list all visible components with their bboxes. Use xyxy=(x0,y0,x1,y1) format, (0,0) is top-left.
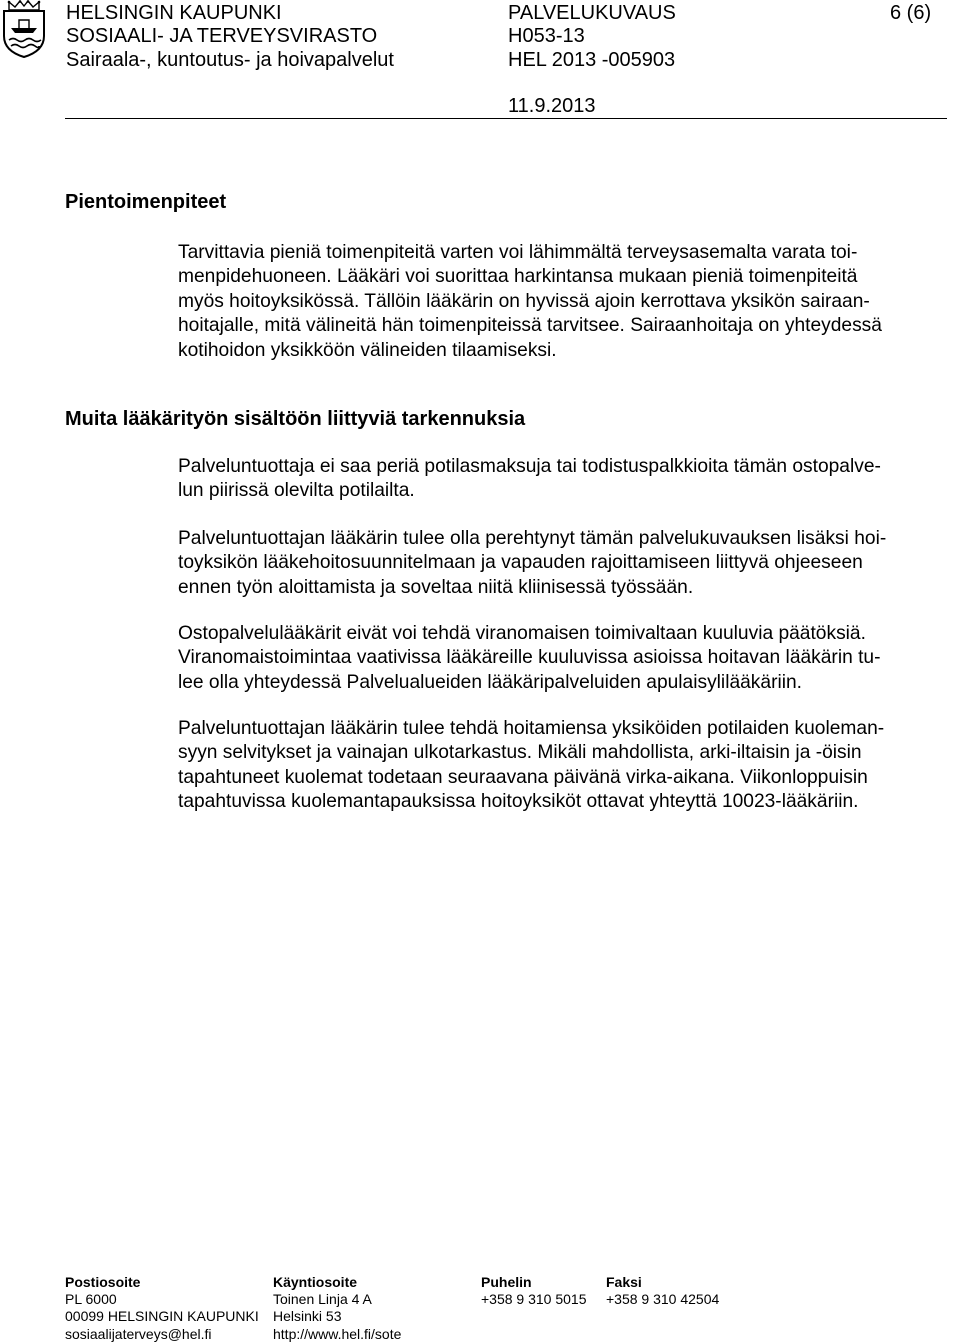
footer-phone-number: +358 9 310 5015 xyxy=(481,1291,587,1308)
paragraph-line: Palveluntuottaja ei saa periä potilasmaksuja tai todistuspalkkioita tämän ostopalve- xyxy=(178,456,881,477)
paragraph xyxy=(178,622,948,695)
footer-email-link[interactable]: sosiaalijaterveys@hel.fi xyxy=(65,1325,212,1342)
paragraph-line: tapahtuvissa kuolemantapauksissa hoitoyksiköt ottavat yhteyttä 10023-lääkäriin. xyxy=(178,791,859,813)
paragraph-line: lun piirissä olevilta potilailta. xyxy=(178,480,415,502)
footer-visiting-line: Helsinki 53 xyxy=(273,1308,342,1325)
footer-fax xyxy=(606,1274,719,1308)
paragraph-line: toyksikön lääkehoitosuunnitelmaan ja vapauden rajoittamiseen liittyvä ohjeeseen xyxy=(178,552,863,574)
document-code: H053-13 xyxy=(508,25,585,47)
document-reference: HEL 2013 -005903 xyxy=(508,49,676,71)
footer-visiting-line: Toinen Linja 4 A xyxy=(273,1291,372,1308)
helsinki-coat-of-arms-logo xyxy=(1,0,47,58)
header-divider xyxy=(65,118,947,119)
paragraph-line: kotihoidon yksikköön välineiden tilaamiseksi. xyxy=(178,339,557,361)
footer-postal-line: PL 6000 xyxy=(65,1291,117,1308)
footer-fax-number: +358 9 310 42504 xyxy=(606,1291,720,1308)
paragraph-line: Viranomaistoimintaa vaativissa lääkäreille kuuluvissa asioissa hoitavan lääkärin tu- xyxy=(178,647,881,669)
paragraph-line: Palveluntuottajan lääkärin tulee olla perehtynyt tämän palvelukuvauksen lisäksi hoi- xyxy=(178,528,887,549)
paragraph xyxy=(178,527,948,600)
paragraph-line: ennen työn aloittamista ja soveltaa niitä kliinisessä työssään. xyxy=(178,576,694,598)
footer-visiting-address xyxy=(273,1274,401,1343)
paragraph xyxy=(178,455,948,504)
paragraph-line: hoitajalle, mitä välineitä hän toimenpiteissä tarvitsee. Sairaanhoitaja on yhteydessä xyxy=(178,315,882,337)
department-name: SOSIAALI- JA TERVEYSVIRASTO xyxy=(66,25,378,47)
footer-fax-title: Faksi xyxy=(606,1274,642,1290)
footer-postal-line: 00099 HELSINGIN KAUPUNKI xyxy=(65,1308,259,1325)
paragraph xyxy=(178,241,948,363)
paragraph-line: Ostopalvelulääkärit eivät voi tehdä viranomaisen toimivaltaan kuuluvia päätöksiä. xyxy=(178,623,866,644)
footer-visiting-title: Käyntiosoite xyxy=(273,1274,358,1290)
footer-phone-title: Puhelin xyxy=(481,1274,532,1290)
section-heading-tarkennuksia: Muita lääkärityön sisältöön liittyviä tarkennuksia xyxy=(65,408,526,430)
paragraph xyxy=(178,717,948,815)
paragraph-line: Tarvittavia pieniä toimenpiteitä varten voi lähimmältä terveysasemalta varata toi- xyxy=(178,242,858,263)
paragraph-line: myös hoitoyksikössä. Tällöin lääkärin on hyvissä ajoin kerrottava yksikön sairaan- xyxy=(178,290,870,312)
footer-postal-title: Postiosoite xyxy=(65,1274,141,1290)
paragraph-line: Palveluntuottajan lääkärin tulee tehdä hoitamiensa yksiköiden potilaiden kuoleman- xyxy=(178,718,885,739)
footer-website-link[interactable]: http://www.hel.fi/sote xyxy=(273,1325,402,1342)
page-number: 6 (6) xyxy=(890,2,932,24)
document-date: 11.9.2013 xyxy=(508,95,596,117)
section-heading-pientoimenpiteet: Pientoimenpiteet xyxy=(65,191,227,213)
footer-postal-address xyxy=(65,1274,259,1343)
paragraph-line: tapahtuneet kuolemat todetaan seuraavana päivänä virka-aikana. Viikonloppuisin xyxy=(178,766,868,788)
unit-name: Sairaala-, kuntoutus- ja hoivapalvelut xyxy=(66,49,394,71)
document-type: PALVELUKUVAUS xyxy=(508,2,676,24)
paragraph-line: lee olla yhteydessä Palvelualueiden lääkäripalveluiden apulaisylilääkäriin. xyxy=(178,671,802,693)
footer-phone xyxy=(481,1274,587,1308)
paragraph-line: syyn selvitykset ja vainajan ulkotarkastus. Mikäli mahdollista, arki-iltaisin ja -öisin xyxy=(178,742,862,764)
organization-name: HELSINGIN KAUPUNKI xyxy=(66,2,282,24)
paragraph-line: menpidehuoneen. Lääkäri voi suorittaa harkintansa mukaan pieniä toimenpiteitä xyxy=(178,266,858,288)
